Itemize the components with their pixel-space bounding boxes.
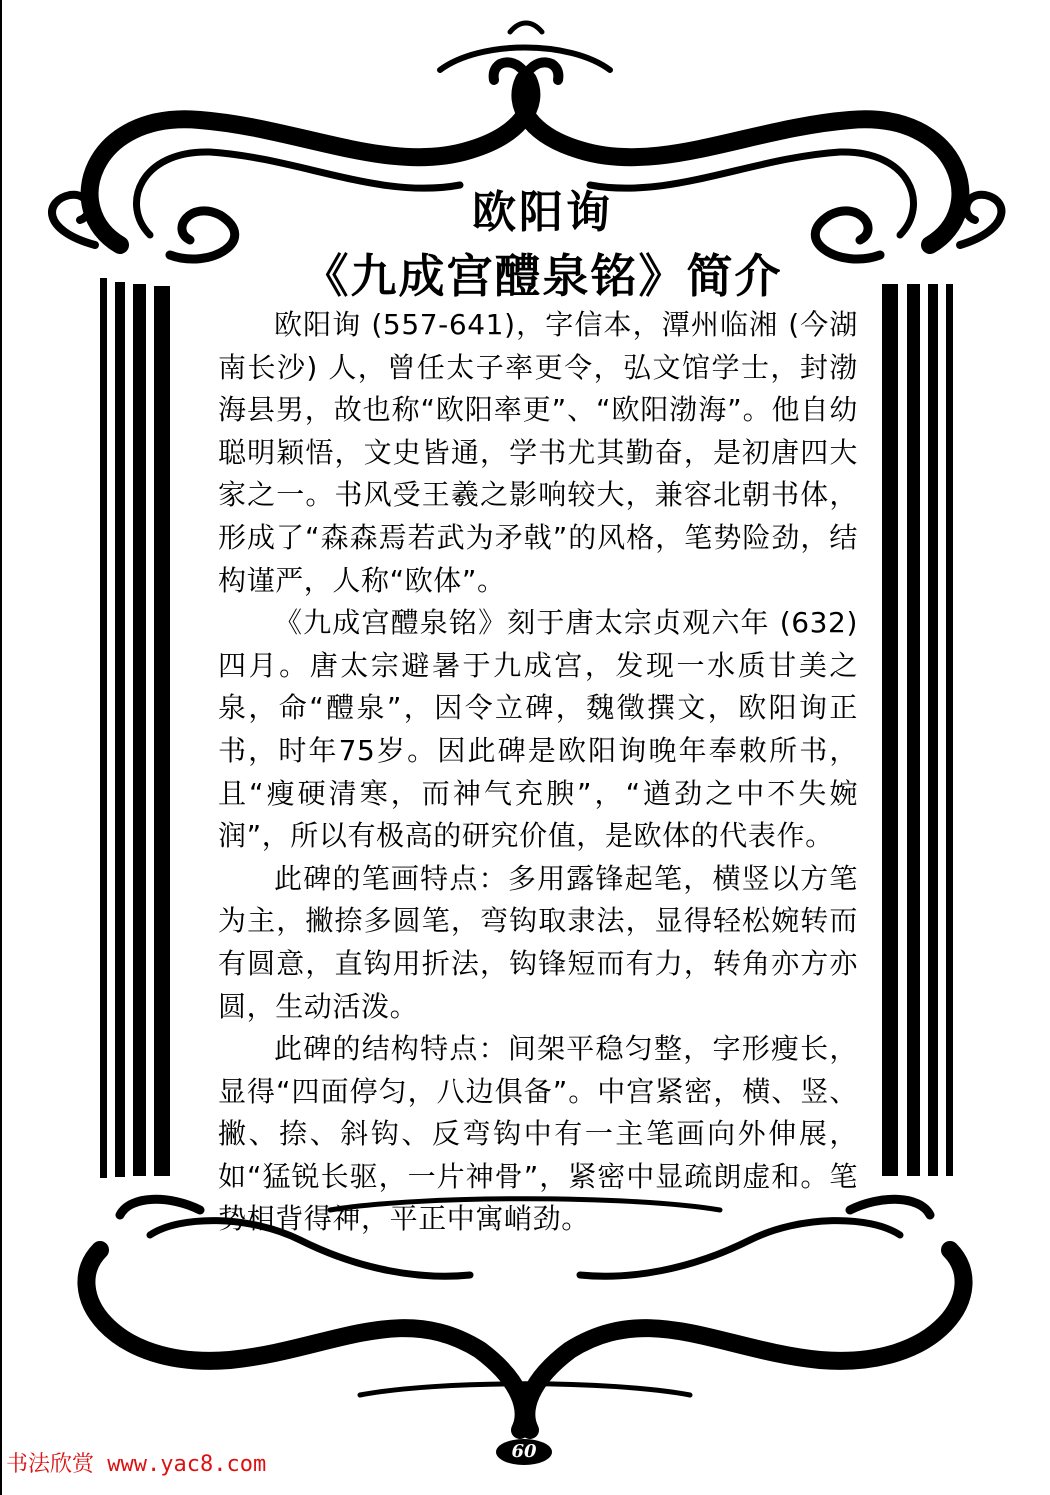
page-number: 60 [496,1439,552,1465]
page-title-work: 《九成宫醴泉铭》简介 [302,249,783,303]
paragraph-strokes: 此碑的笔画特点：多用露锋起笔，横竖以方笔为主，撇捺多圆笔，弯钩取隶法，显得轻松婉转而有圆意，直钩用折法，钩锋短而有力，转角亦方亦圆，生动活泼。 [218,861,858,1023]
intro-text [218,304,858,1241]
right-pillar [882,284,953,1176]
paragraph-history: 《九成宫醴泉铭》刻于唐太宗贞观六年 (632) 四月。唐太宗避暑于九成宫，发现一水质甘美之泉，命“醴泉”，因令立碑，魏徵撰文，欧阳询正书，时年75岁。因此碑是欧阳询晚年奉敕所书，且“瘦硬清寒，而神气充腴”，“遒劲之中不失婉润”，所以有极高的研究价值，是欧体的代表作。 [218,606,858,853]
page-title-author: 欧阳询 [472,187,613,238]
left-pillar [100,278,170,1178]
paragraph-structure: 此碑的结构特点：间架平稳匀整，字形瘦长，显得“四面停匀，八边俱备”。中宫紧密，横、竖、撇、捺、斜钩、反弯钩中有一主笔画向外伸展，如“猛锐长驱，一片神骨”，紧密中显疏朗虚和。笔势相背得神，平正中寓峭劲。 [218,1032,858,1236]
site-watermark: 书法欣赏 www.yac8.com [6,1452,267,1477]
paragraph-biography: 欧阳询 (557-641)，字信本，潭州临湘 (今湖南长沙) 人，曾任太子率更令，弘文馆学士，封渤海县男，故也称“欧阳率更”、“欧阳渤海”。他自幼聪明颖悟，文史皆通，学书尤其勤奋，是初唐四大家之一。书风受王羲之影响较大，兼容北朝书体，形成了“森森焉若武为矛戟”的风格，笔势险劲，结构谨严，人称“欧体”。 [218,308,858,597]
